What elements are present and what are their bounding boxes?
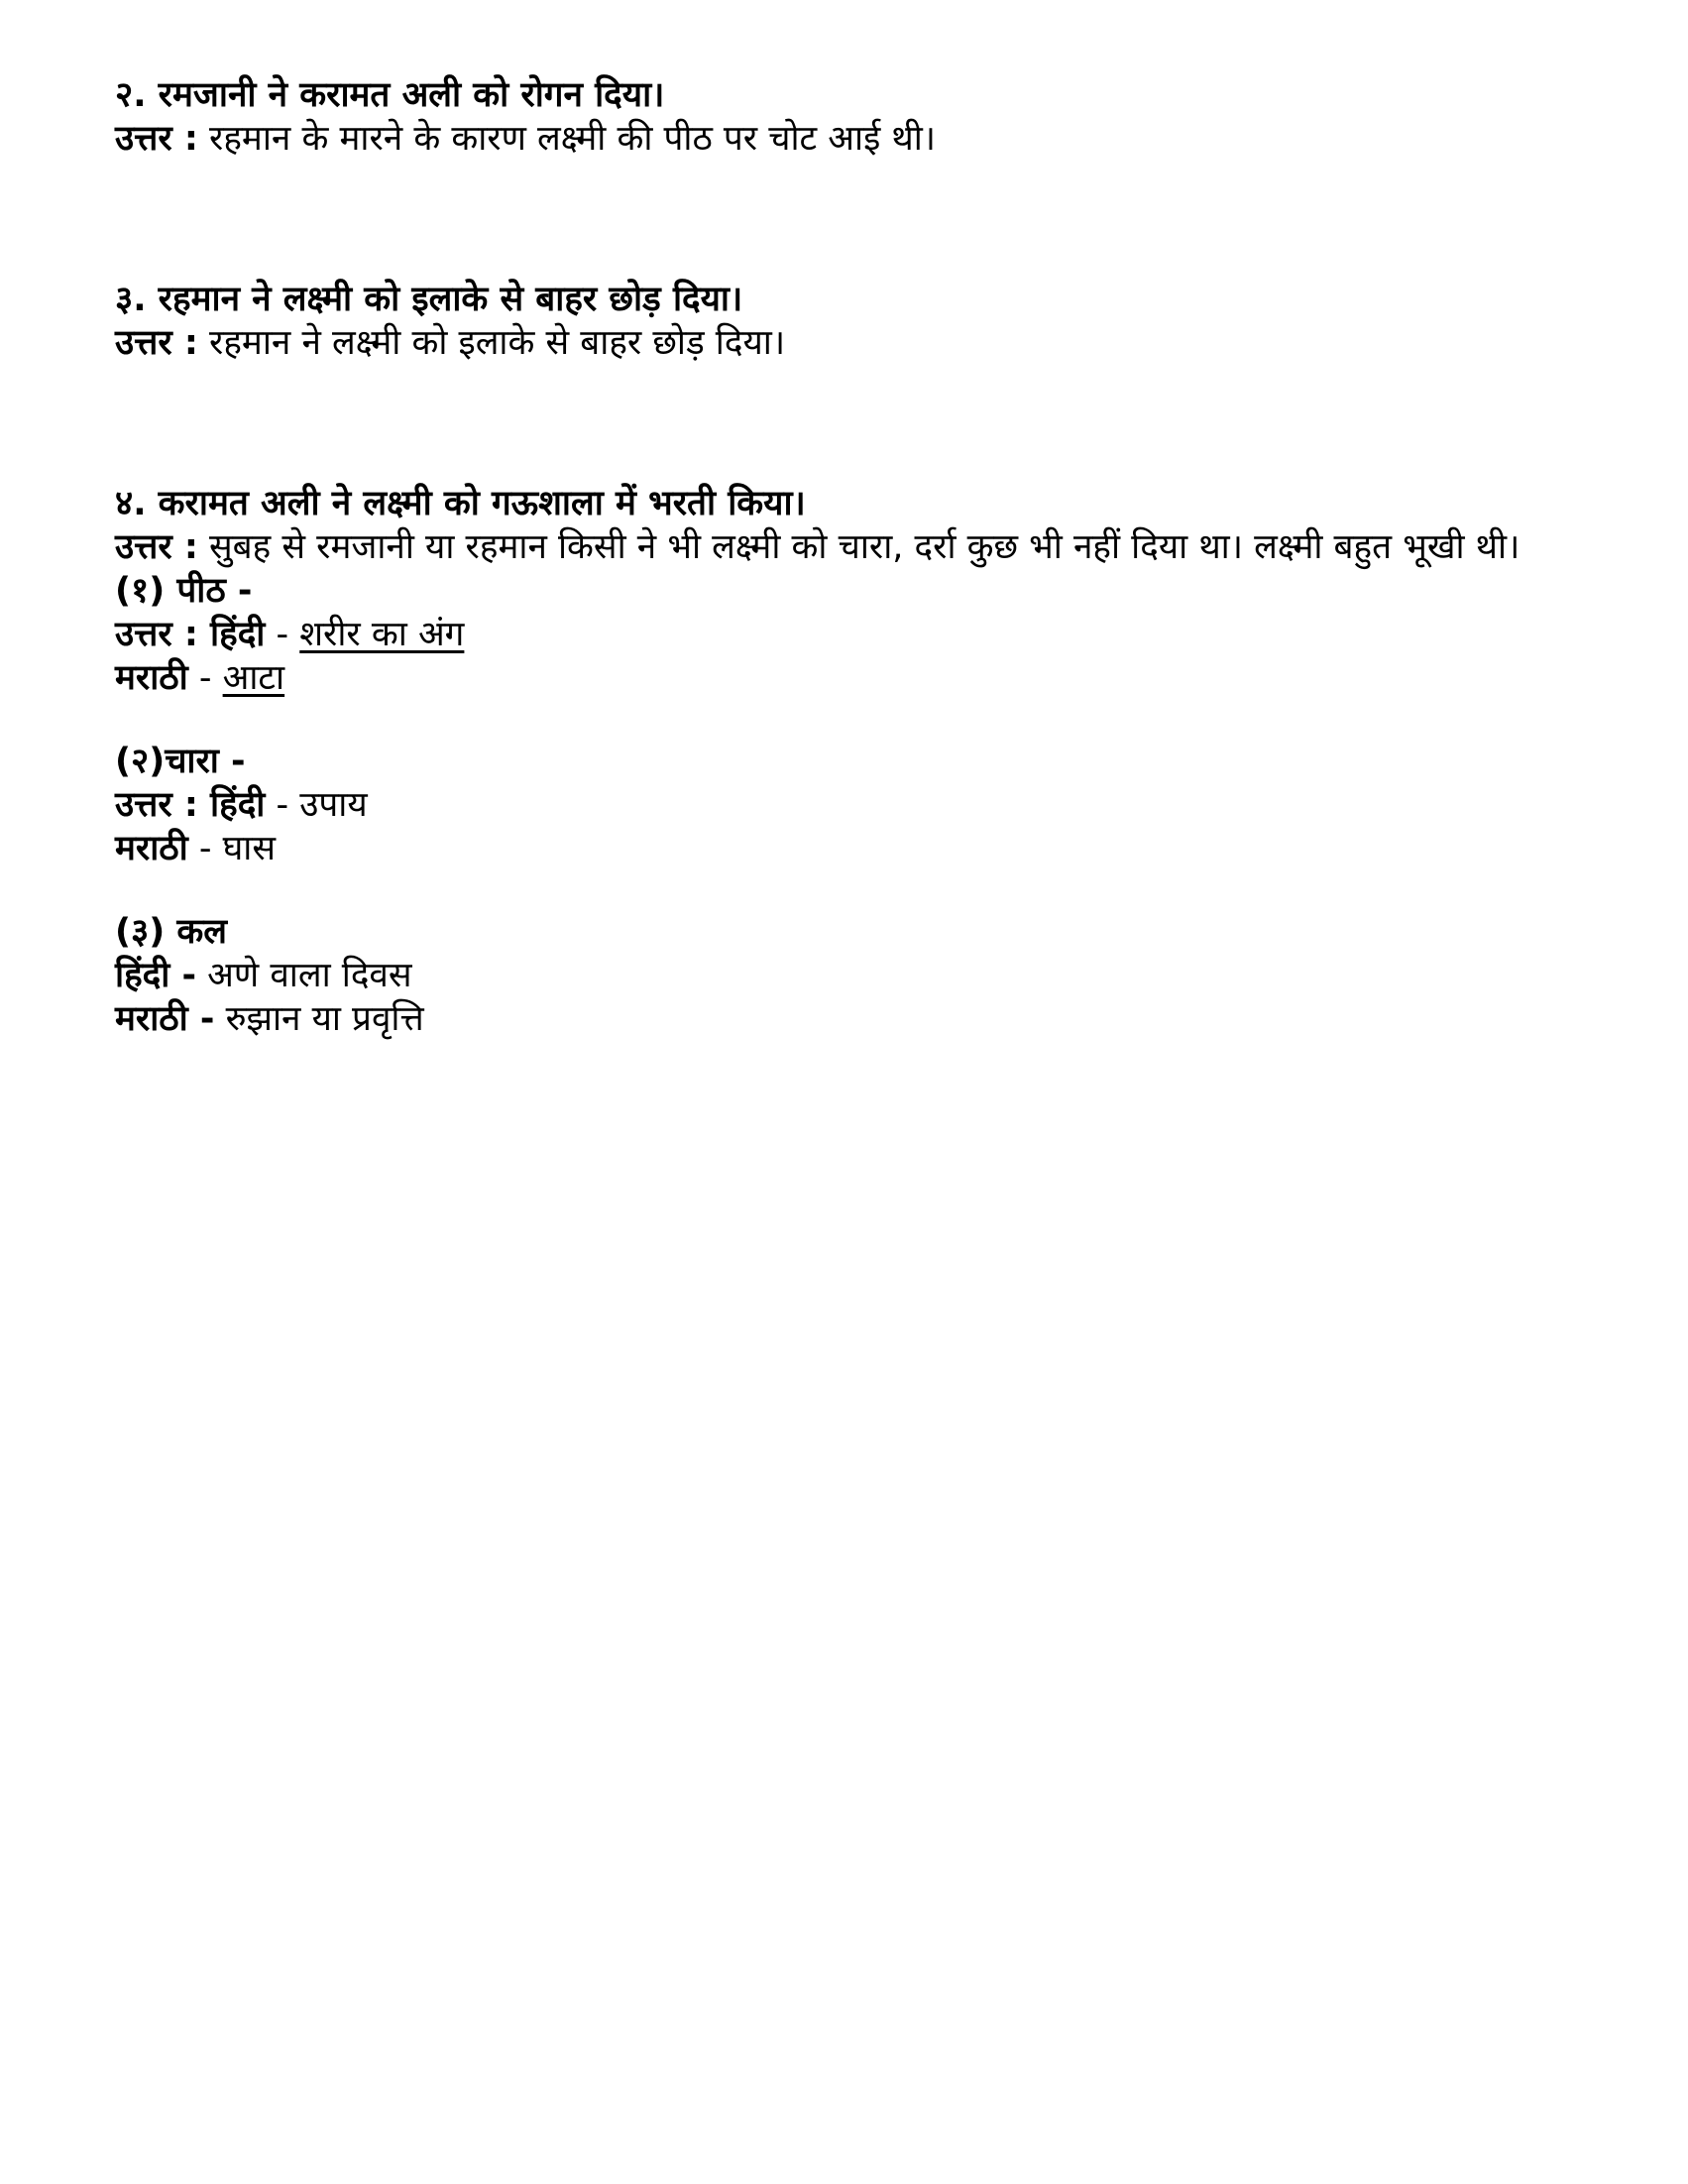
separator: - [187, 829, 223, 868]
word-heading-2: (२)चारा - [115, 742, 246, 781]
marathi-meaning: रुझान या प्रवृत्ति [225, 999, 424, 1039]
hindi-meaning: शरीर का अंग [299, 615, 465, 654]
answer-label: उत्तर : [115, 527, 198, 567]
hindi-meaning: अणे वाला दिवस [207, 956, 412, 995]
answer-text: रहमान के मारने के कारण लक्ष्मी की पीठ पर चोट आई थी। [209, 119, 937, 159]
word-3-hindi [115, 954, 1602, 997]
answer-text: सुबह से रमजानी या रहमान किसी ने भी लक्ष्मी को चारा, दर्रा कुछ भी नहीं दिया था। लक्ष्मी बहुत भूखी थी। [209, 527, 1520, 567]
answer-3 [115, 321, 1602, 365]
marathi-label: मराठी - [115, 999, 215, 1039]
answer-label: उत्तर : [115, 323, 198, 363]
separator: - [265, 785, 300, 825]
hindi-label: हिंदी - [115, 956, 197, 995]
word-heading-3: (३) कल [115, 912, 227, 952]
document-content [115, 73, 1602, 1041]
word-2-hindi [115, 783, 1602, 827]
question-4: ४. करामत अली ने लक्ष्मी को गऊशाला में भरती किया। [115, 484, 806, 523]
word-heading-1: (१) पीठ - [115, 571, 253, 611]
hindi-label: उत्तर : हिंदी [115, 785, 266, 825]
separator: - [265, 615, 300, 654]
spacer [115, 870, 1602, 910]
marathi-meaning: आटा [222, 658, 285, 698]
marathi-label: मराठी [115, 658, 188, 698]
word-3-marathi [115, 997, 1602, 1041]
answer-2 [115, 117, 1602, 161]
answer-label: उत्तर : [115, 119, 198, 159]
hindi-meaning: उपाय [299, 785, 368, 825]
question-2: २. रमजानी ने करामत अली को रोगन दिया। [115, 75, 665, 115]
marathi-label: मराठी [115, 829, 188, 868]
spacer [115, 700, 1602, 740]
word-2-marathi [115, 827, 1602, 870]
answer-text: रहमान ने लक्ष्मी को इलाके से बाहर छोड़ दिया। [209, 323, 786, 363]
separator: - [187, 658, 223, 698]
spacer [115, 365, 1602, 482]
word-1-marathi [115, 656, 1602, 700]
answer-4 [115, 525, 1542, 569]
question-3: ३. रहमान ने लक्ष्मी को इलाके से बाहर छोड़ दिया। [115, 280, 743, 319]
separator [196, 956, 207, 995]
word-1-hindi [115, 613, 1602, 656]
marathi-meaning: घास [222, 829, 277, 868]
separator [214, 999, 225, 1039]
hindi-label: उत्तर : हिंदी [115, 615, 266, 654]
spacer [115, 161, 1602, 278]
